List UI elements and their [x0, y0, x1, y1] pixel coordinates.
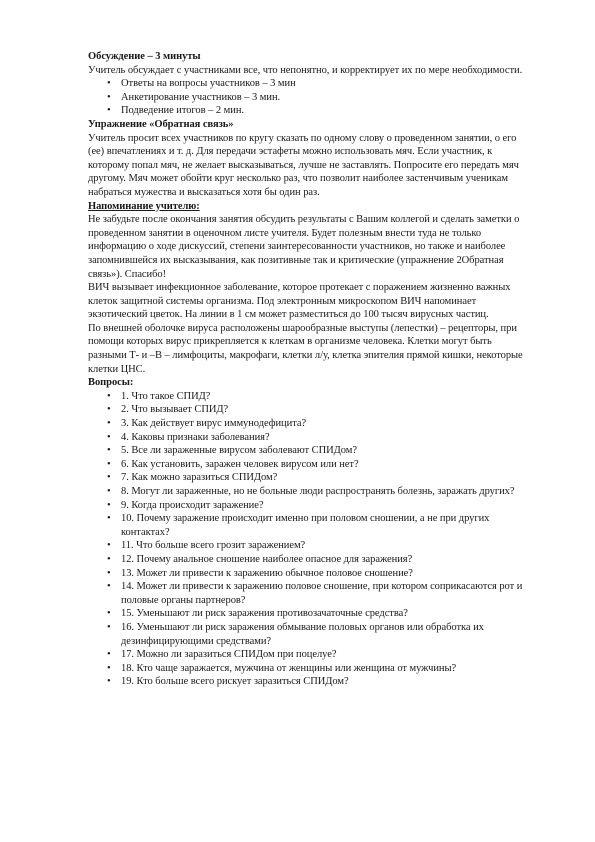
question-item: • 16. Уменьшают ли риск заражения обмывание половых органов или обработка их дезинфицирующими средствами? [88, 621, 528, 648]
question-item: • 8. Могут ли зараженные, но не больные люди распространять болезнь, заражать других? [88, 485, 528, 499]
virus-paragraph: ВИЧ вызывает инфекционное заболевание, которое протекает с поражением жизненно важных клеток защитной системы организма. Под электронным микроскопом ВИЧ напоминает экзотический цветок. На линии в 1 см может разместиться до 100 тысяч вирусных частиц. [88, 282, 511, 321]
question-item: • 4. Каковы признаки заболевания? [88, 431, 528, 445]
questions-heading: Вопросы: [88, 377, 134, 389]
document-page [88, 50, 528, 689]
question-item: • 18. Кто чаще заражается, мужчина от женщины или женщина от мужчины? [88, 662, 528, 676]
question-item: • 13. Может ли привести к заражению обычное половое сношение? [88, 567, 528, 581]
question-item: • 3. Как действует вирус иммунодефицита? [88, 417, 528, 431]
question-item: • 14. Может ли привести к заражению половое сношение, при котором соприкасаются рот и половые органы партнеров? [88, 580, 528, 607]
reminder-text: Не забудьте после окончания занятия обсудить результаты с Вашим коллегой и сделать заметки о проведенном занятии в оценочном листе учителя. Будет полезным внести туда не только информацию о ходе дискуссий, степени заинтересованности участников, но также и наиболее запомнившейся их высказывания, как позитивные так и критические (упражнение 2Обратная связь»). Спасибо! [88, 214, 520, 280]
questions-list [88, 390, 528, 689]
question-item: • 19. Кто больше всего рискует заразиться СПИДом? [88, 675, 528, 689]
list-item: • Подведение итогов – 2 мин. [88, 104, 528, 118]
question-item: • 6. Как установить, заражен человек вирусом или нет? [88, 458, 528, 472]
question-item: • 15. Уменьшают ли риск заражения противозачаточные средства? [88, 607, 528, 621]
exercise-heading: Упражнение «Обратная связь» [88, 118, 234, 130]
question-item: • 7. Как можно заразиться СПИДом? [88, 471, 528, 485]
discussion-text: Учитель обсуждает с участниками все, что непонятно, и корректирует их по мере необходимости. [88, 64, 523, 76]
question-item: • 12. Почему анальное сношение наиболее опасное для заражения? [88, 553, 528, 567]
reminder-heading: Напоминание учителю: [88, 200, 200, 212]
question-item: • 2. Что вызывает СПИД? [88, 403, 528, 417]
list-item: • Анкетирование участников – 3 мин. [88, 91, 528, 105]
list-item: • Ответы на вопросы участников – 3 мин [88, 77, 528, 91]
question-item: • 10. Почему заражение происходит именно при половом сношении, а не при других контактах? [88, 512, 528, 539]
question-item: • 5. Все ли зараженные вирусом заболевают СПИДом? [88, 444, 528, 458]
question-item: • 17. Можно ли заразиться СПИДом при поцелуе? [88, 648, 528, 662]
question-item: • 9. Когда происходит заражение? [88, 499, 528, 513]
discussion-bullet-list [88, 77, 528, 118]
question-item: • 1. Что такое СПИД? [88, 390, 528, 404]
discussion-heading: Обсуждение – 3 минуты [88, 51, 201, 62]
exercise-text: Учитель просит всех участников по кругу сказать по одному слову о проведенном занятии, о его (ее) впечатлениях и т. д. Для передачи эстафеты можно использовать мяч. Если участник, к которому попал мяч, не желает высказываться, лучше не заставлять. Попросите его передать мяч другому. Мяч может обойти круг несколько раз, что позволит наиболее застенчивым ученикам набраться мужества и высказаться хотя бы один раз. [88, 132, 519, 198]
question-item: • 11. Что больше всего грозит заражением? [88, 539, 528, 553]
virus-paragraph: По внешней оболочке вируса расположены шарообразные выступы (лепестки) – рецепторы, при помощи которых вирус прикрепляется к клеткам в организме человека. Клетки могут быть разными Т- и –В – лимфоциты, макрофаги, клетки л/у, клетка эпителия прямой кишки, некоторые клетки ЦНС. [88, 322, 523, 375]
